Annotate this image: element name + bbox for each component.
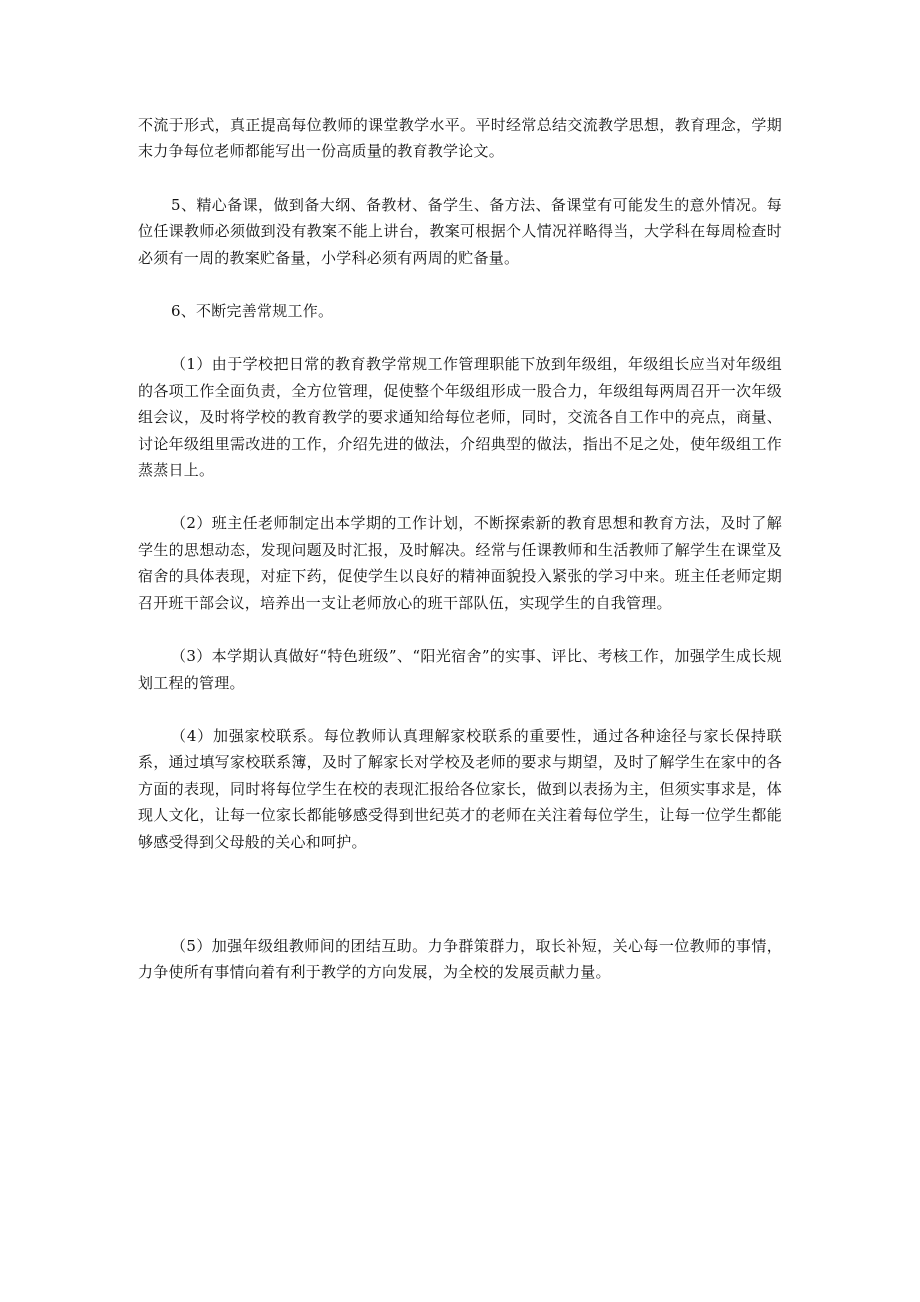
paragraph-continuation: 不流于形式，真正提高每位教师的课堂教学水平。平时经常总结交流教学思想，教育理念，学期末力争每位老师都能写出一份高质量的教育教学论文。 bbox=[138, 116, 782, 161]
paragraph-subitem-1: （1）由于学校把日常的教育教学常规工作管理职能下放到年级组，年级组长应当对年级组的各项工作全面负责，全方位管理，促使整个年级组形成一股合力，年级组每两周召开一次年级组会议，及时将学校的教育教学的要求通知给每位老师，同时，交流各自工作中的亮点，商量、讨论年级组里需改进的工作，介绍先进的做法，介绍典型的做法，指出不足之处，使年级组工作蒸蒸日上。 bbox=[138, 355, 782, 480]
paragraph-subitem-4: （4）加强家校联系。每位教师认真理解家校联系的重要性，通过各种途径与家长保持联系，通过填写家校联系簿，及时了解家长对学校及老师的要求与期望，及时了解学生在家中的各方面的表现，同时将每位学生在校的表现汇报给各位家长，做到以表扬为主，但须实事求是，体现人文化，让每一位家长都能够感受得到世纪英才的老师在关注着每位学生，让每一位学生都能够感受得到父母般的关心和呵护。 bbox=[138, 726, 782, 851]
paragraph-subitem-2: （2）班主任老师制定出本学期的工作计划，不断探索新的教育思想和教育方法，及时了解学生的思想动态，发现问题及时汇报，及时解决。经常与任课教师和生活教师了解学生在课堂及宿舍的具体表现，对症下药，促使学生以良好的精神面貌投入紧张的学习中来。班主任老师定期召开班干部会议，培养出一支让老师放心的班干部队伍，实现学生的自我管理。 bbox=[138, 514, 782, 612]
paragraph-subitem-5: （5）加强年级组教师间的团结互助。力争群策群力，取长补短，关心每一位教师的事情，力争使所有事情向着有利于教学的方向发展，为全校的发展贡献力量。 bbox=[138, 936, 782, 982]
document-body bbox=[138, 112, 782, 986]
paragraph-item-6-heading: 6、不断完善常规工作。 bbox=[171, 302, 334, 321]
paragraph-item-5-lesson-prep: 5、精心备课，做到备大纲、备教材、备学生、备方法、备课堂有可能发生的意外情况。每位任课教师必须做到没有教案不能上讲台，教案可根据个人情况祥略得当，大学科在每周检查时必须有一周的教案贮备量，小学科必须有两周的贮备量。 bbox=[138, 195, 782, 267]
paragraph-subitem-3: （3）本学期认真做好“特色班级”、“阳光宿舍”的实事、评比、考核工作，加强学生成长规划工程的管理。 bbox=[138, 647, 782, 692]
